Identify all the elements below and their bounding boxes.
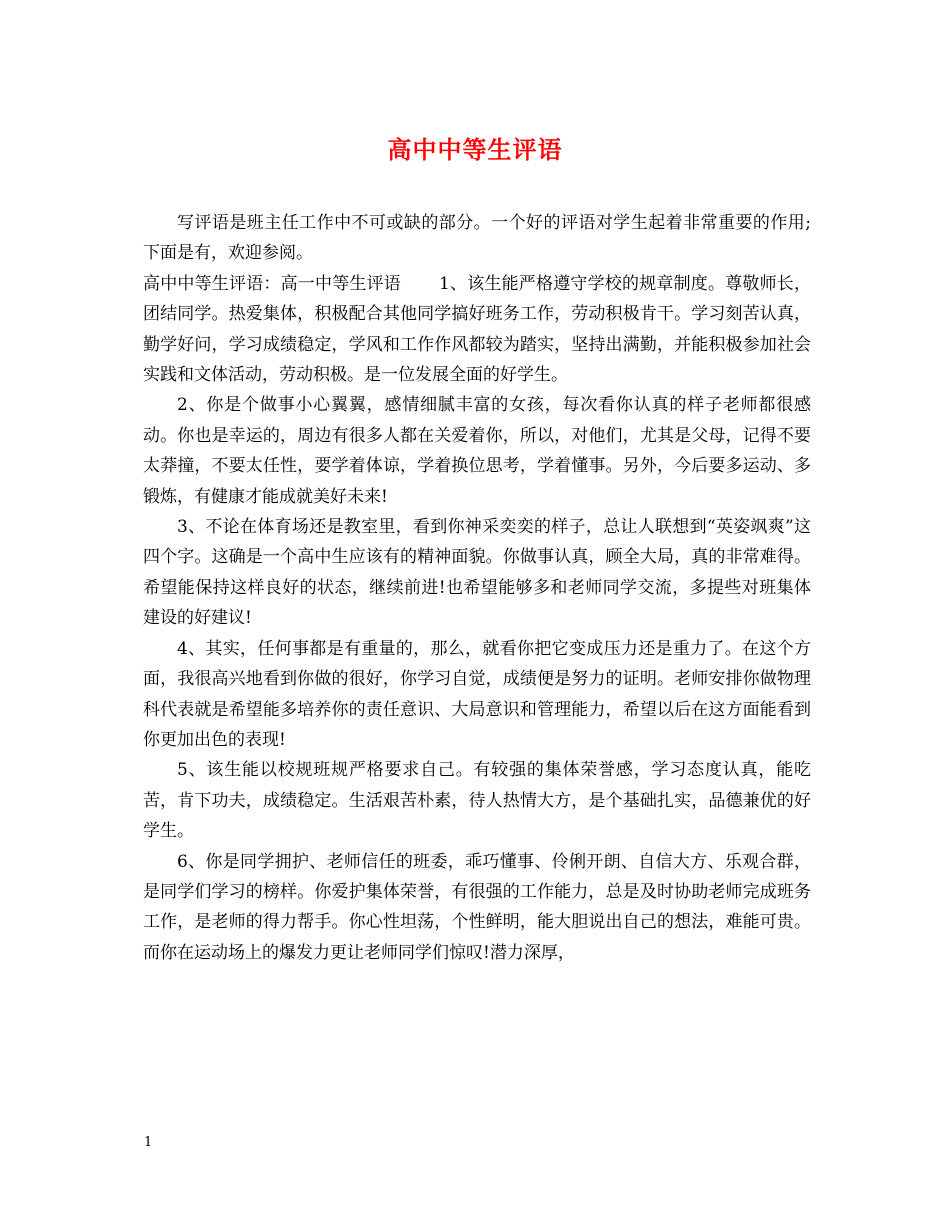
comment-4: 4、其实，任何事都是有重量的，那么，就看你把它变成压力还是重力了。在这个方面，我很高兴地看到你做的很好，你学习自觉，成绩便是努力的证明。老师安排你做物理科代表就是希望能多培养你的责任意识、大局意识和管理能力，希望以后在这方面能看到你更加出色的表现! xyxy=(143,638,811,750)
document-title: 高中中等生评语 xyxy=(387,135,563,164)
intro-paragraph: 写评语是班主任工作中不可或缺的部分。一个好的评语对学生起着非常重要的作用;下面是有，欢迎参阅。 xyxy=(143,213,811,264)
comment-6: 6、你是同学拥护、老师信任的班委，乖巧懂事、伶俐开朗、自信大方、乐观合群，是同学们学习的榜样。你爱护集体荣誉，有很强的工作能力，总是及时协助老师完成班务工作，是老师的得力帮手。你心性坦荡，个性鲜明，能大胆说出自己的想法，难能可贵。而你在运动场上的爆发力更让老师同学们惊叹!潜力深厚， xyxy=(143,851,811,963)
heading-line: 高中中等生评语：高一中等生评语 xyxy=(143,273,401,294)
first-comment-paragraph xyxy=(143,269,811,391)
comment-2: 2、你是个做事小心翼翼，感情细腻丰富的女孩，每次看你认真的样子老师都很感动。你也是幸运的，周边有很多人都在关爱着你，所以，对他们，尤其是父母，记得不要太莽撞，不要太任性，要学着体谅，学着换位思考，学着懂事。另外，今后要多运动、多锻炼，有健康才能成就美好未来! xyxy=(143,395,811,507)
comment-5: 5、该生能以校规班规严格要求自己。有较强的集体荣誉感，学习态度认真，能吃苦，肯下功夫，成绩稳定。生活艰苦朴素，待人热情大方，是个基础扎实，品德兼优的好学生。 xyxy=(143,760,811,842)
comment-3: 3、不论在体育场还是教室里，看到你神采奕奕的样子，总让人联想到“英姿飒爽”这四个字。这确是一个高中生应该有的精神面貌。你做事认真，顾全大局，真的非常难得。希望能保持这样良好的状态，继续前进!也希望能够多和老师同学交流，多提些对班集体建设的好建议! xyxy=(143,517,811,629)
document-body xyxy=(143,208,811,968)
page-number: 1 xyxy=(144,1135,153,1150)
comment-1: 1、该生能严格遵守学校的规章制度。尊敬师长，团结同学。热爱集体，积极配合其他同学搞好班务工作，劳动积极肯干。学习刻苦认真，勤学好问，学习成绩稳定，学风和工作作风都较为踏实，坚持出满勤，并能积极参加社会实践和文体活动，劳动积极。是一位发展全面的好学生。 xyxy=(143,273,811,386)
